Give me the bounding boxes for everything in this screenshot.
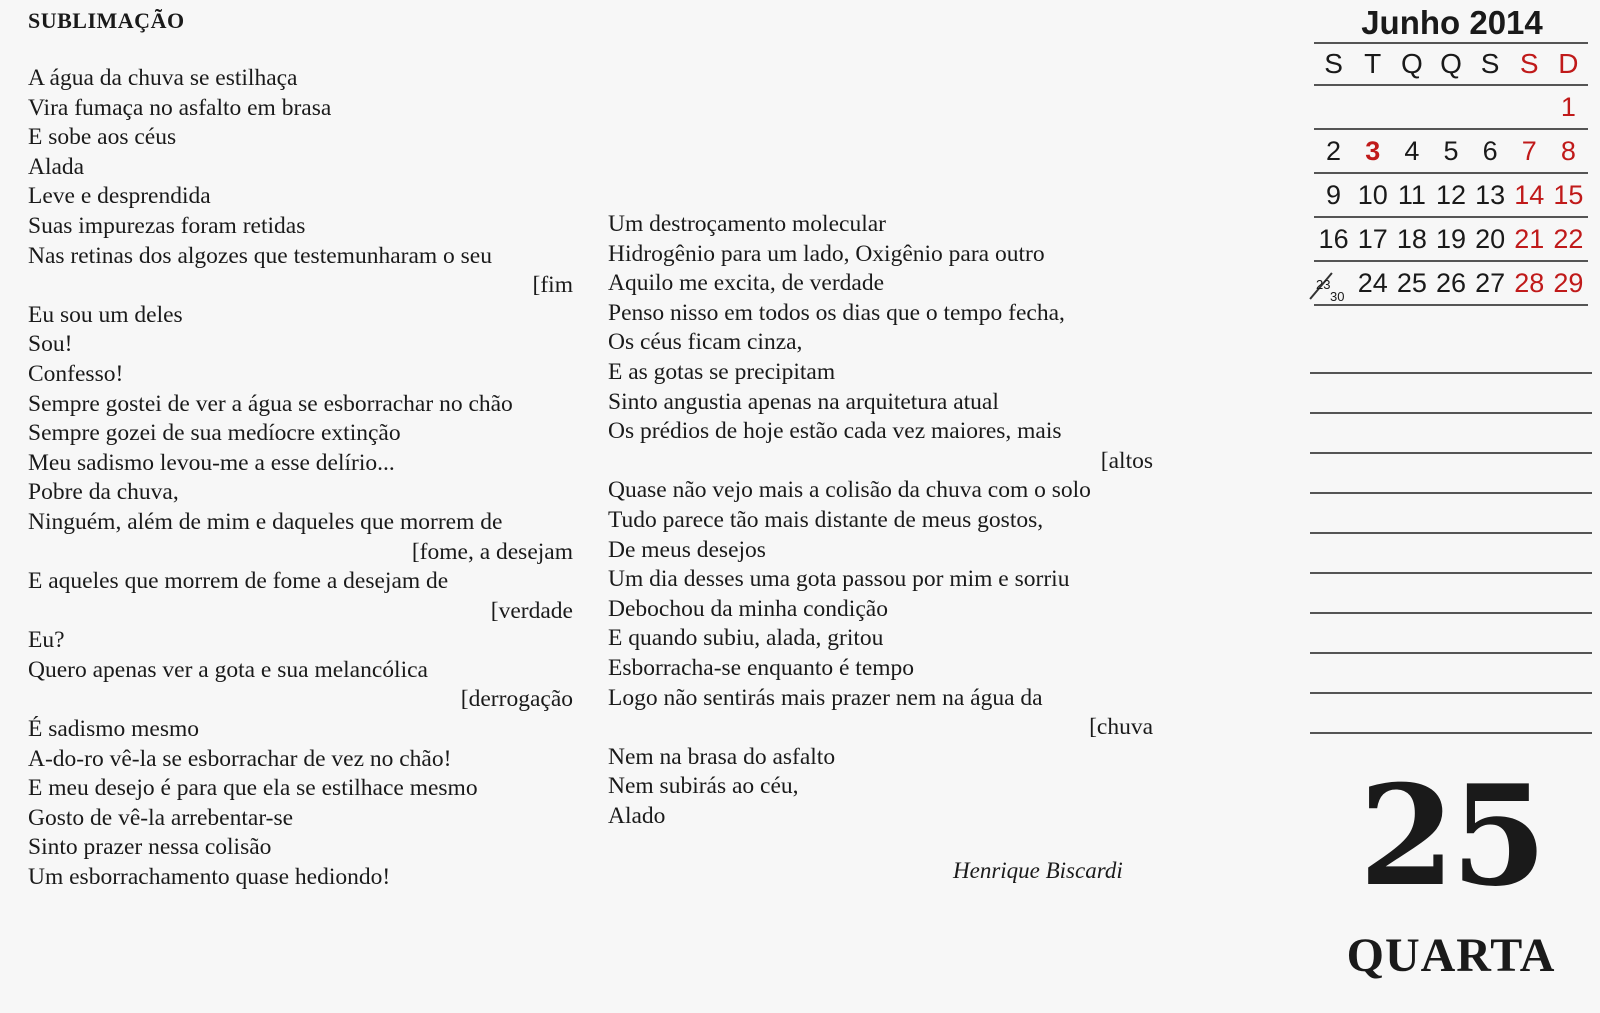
calendar-title: Junho 2014 xyxy=(1361,4,1543,41)
note-line xyxy=(1310,374,1592,414)
calendar xyxy=(1312,0,1588,306)
calendar-weekday: T xyxy=(1364,48,1382,79)
poem-line: Pobre da chuva, xyxy=(28,479,179,506)
poem-line: Hidrogênio para um lado, Oxigênio para outro xyxy=(608,240,1045,267)
poem-line: Nem na brasa do asfalto xyxy=(608,743,836,770)
poem-line: Um dia desses uma gota passou por mim e sorriu xyxy=(608,566,1070,593)
calendar-week-row xyxy=(1314,130,1588,174)
poem-line: E meu desejo é para que ela se estilhace mesmo xyxy=(28,775,478,802)
poem-line: Sinto angustia apenas na arquitetura atual xyxy=(608,388,999,415)
poem-line: Leve e desprendida xyxy=(28,183,211,210)
poem-line: Alada xyxy=(28,153,85,180)
calendar-day: 29 xyxy=(1553,267,1584,298)
calendar-day: 4 xyxy=(1404,135,1420,166)
calendar-day: 5 xyxy=(1443,135,1459,166)
poem-line: Gosto de vê-la arrebentar-se xyxy=(28,804,294,831)
note-line xyxy=(1310,694,1592,734)
calendar-week-row xyxy=(1314,86,1588,130)
calendar-day: 15 xyxy=(1553,179,1584,210)
poem-line: Nas retinas dos algozes que testemunharam o seu xyxy=(28,242,492,269)
calendar-day: 22 xyxy=(1553,223,1584,254)
calendar-day: 21 xyxy=(1514,223,1545,254)
calendar-day: 27 xyxy=(1475,267,1506,298)
calendar-day: 13 xyxy=(1475,179,1506,210)
calendar-day: 7 xyxy=(1521,135,1537,166)
calendar-day: 24 xyxy=(1357,267,1388,298)
poem-line-continuation: [fim xyxy=(532,272,573,299)
poem-line: Um esborrachamento quase hediondo! xyxy=(28,864,391,891)
poem-line-continuation: [altos xyxy=(1100,447,1153,474)
poem-line-continuation: [derrogação xyxy=(460,686,573,713)
calendar-grid xyxy=(1312,86,1588,306)
poem-line: Penso nisso em todos os dias que o tempo fecha, xyxy=(608,299,1065,326)
poem-author: Henrique Biscardi xyxy=(953,858,1123,883)
calendar-day: 17 xyxy=(1357,223,1388,254)
poem-line: A-do-ro vê-la se esborrachar de vez no chão! xyxy=(28,745,452,772)
calendar-day: 6 xyxy=(1482,135,1498,166)
day-number: 25 xyxy=(1358,754,1544,917)
calendar-day: 26 xyxy=(1435,267,1467,298)
calendar-weekday: S xyxy=(1324,48,1343,79)
poem-line: Aquilo me excita, de verdade xyxy=(608,270,885,297)
poem-line: Os céus ficam cinza, xyxy=(608,329,803,356)
poem-line: Confesso! xyxy=(28,360,124,387)
calendar-day: 18 xyxy=(1396,223,1427,254)
poem-line: Sempre gostei de ver a água se esborrachar no chão xyxy=(28,390,513,417)
calendar-weekday: S xyxy=(1519,48,1539,79)
poem-line: Eu sou um deles xyxy=(28,301,183,328)
poem-line: É sadismo mesmo xyxy=(28,716,200,743)
calendar-weekday: Q xyxy=(1400,48,1423,79)
note-line xyxy=(1310,414,1592,454)
poem-line-continuation: [fome, a desejam xyxy=(411,538,573,565)
poem-line: Quero apenas ver a gota e sua melancólica xyxy=(28,656,428,683)
calendar-day: 1 xyxy=(1560,91,1576,122)
note-line xyxy=(1310,574,1592,614)
poem-right-column xyxy=(608,210,1153,831)
poem-left-column xyxy=(28,64,573,893)
calendar-week-row: 23 30 24 25 26 27 28 29 xyxy=(1314,262,1588,306)
poem-line: E as gotas se precipitam xyxy=(608,358,836,385)
poem-line: A água da chuva se estilhaça xyxy=(28,65,298,91)
note-line xyxy=(1310,454,1592,494)
calendar-weekday-header xyxy=(1314,44,1588,86)
poem-line: Um destroçamento molecular xyxy=(608,211,886,237)
notes-area xyxy=(1310,334,1592,734)
calendar-day: 16 xyxy=(1318,223,1349,254)
calendar-day: 25 xyxy=(1396,267,1427,298)
calendar-day: 11 xyxy=(1397,179,1426,210)
note-line xyxy=(1310,614,1592,654)
poem-line: Sempre gozei de sua medíocre extinção xyxy=(28,420,401,447)
poem-line: Os prédios de hoje estão cada vez maiores, mais xyxy=(608,418,1062,445)
calendar-day: 8 xyxy=(1560,135,1576,166)
calendar-weekday: Q xyxy=(1440,48,1462,79)
poem-line: Vira fumaça no asfalto em brasa xyxy=(28,94,332,121)
calendar-day: 14 xyxy=(1514,179,1545,210)
calendar-day: 12 xyxy=(1435,179,1467,210)
poem-line: Alado xyxy=(608,802,666,829)
calendar-day: 20 xyxy=(1475,223,1506,254)
poem-line-continuation: [chuva xyxy=(1089,714,1153,741)
calendar-day: 10 xyxy=(1357,179,1388,210)
day-weekday: QUARTA xyxy=(1346,929,1556,982)
calendar-day: 19 xyxy=(1435,223,1467,254)
calendar-weekday: D xyxy=(1558,48,1579,79)
calendar-weekday: S xyxy=(1480,48,1500,79)
poem-line: E sobe aos céus xyxy=(28,124,177,151)
poem-line: Nem subirás ao céu, xyxy=(608,773,799,800)
calendar-week-row xyxy=(1314,174,1588,218)
note-line xyxy=(1310,534,1592,574)
calendar-week-row xyxy=(1314,218,1588,262)
note-line xyxy=(1310,494,1592,534)
poem-line: Ninguém, além de mim e daqueles que morrem de xyxy=(28,508,503,535)
poem-line: Quase não vejo mais a colisão da chuva com o solo xyxy=(608,477,1091,504)
calendar-day: 2 xyxy=(1326,135,1342,166)
poem-line: Debochou da minha condição xyxy=(608,595,888,622)
poem-line: Esborracha-se enquanto é tempo xyxy=(608,654,915,681)
poem-line: Logo não sentirás mais prazer nem na água da xyxy=(608,684,1043,711)
calendar-day: 3 xyxy=(1365,135,1381,166)
poem-line: Tudo parece tão mais distante de meus gostos, xyxy=(608,506,1044,533)
poem-line: E quando subiu, alada, gritou xyxy=(608,625,884,652)
poem-title: SUBLIMAÇÃO xyxy=(28,8,185,33)
poem-line: Suas impurezas foram retidas xyxy=(28,212,306,239)
calendar-day: 9 xyxy=(1326,179,1342,210)
note-line xyxy=(1310,654,1592,694)
poem-line: Sinto prazer nessa colisão xyxy=(28,834,272,861)
poem-line: E aqueles que morrem de fome a desejam de xyxy=(28,568,449,595)
poem-line-continuation: [verdade xyxy=(490,597,573,624)
note-line xyxy=(1310,334,1592,374)
poem-line: De meus desejos xyxy=(608,536,766,563)
poem-line: Eu? xyxy=(28,627,65,654)
calendar-day: 28 xyxy=(1514,267,1545,298)
poem-line: Sou! xyxy=(28,331,73,358)
poem-line: Meu sadismo levou-me a esse delírio... xyxy=(28,449,395,476)
